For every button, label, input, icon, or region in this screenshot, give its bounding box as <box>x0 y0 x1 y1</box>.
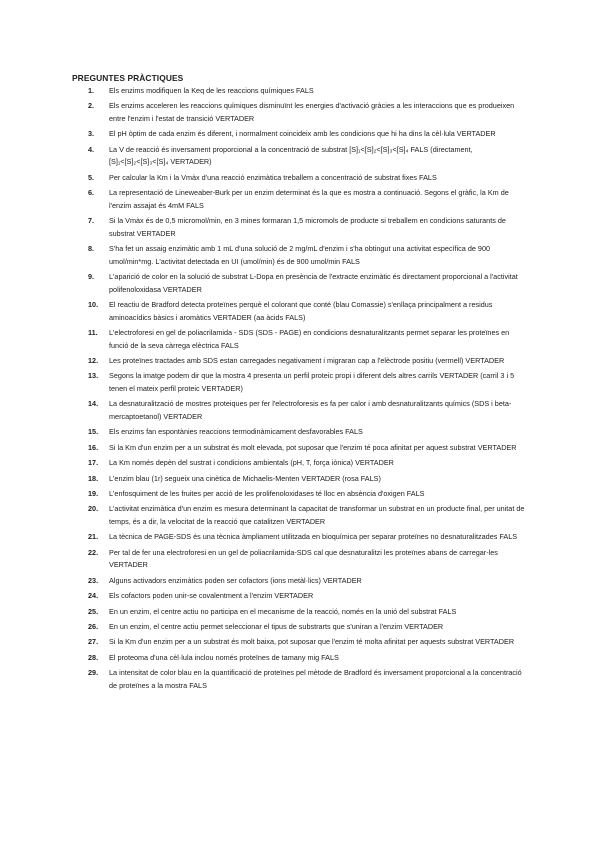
question-number: 19. <box>88 488 99 498</box>
question-item <box>0 547 525 572</box>
question-text: En un enzim, el centre actiu permet seleccionar el tipus de substrarts que s'uniran a l'enzim VERTADER <box>109 621 444 631</box>
question-text: El reactiu de Bradford detecta proteïnes perquè el colorant que conté (blau Comassie) s'enllaça principalment a residus aminoacídics bàsics i aromàtics VERTADER (aa àcids FALS) <box>109 300 493 322</box>
question-text: L'electroforesi en gel de poliacrilamida - SDS (SDS - PAGE) en condicions desnaturalitzants permet separar les proteïnes en funció de la seva càrrega elèctrica FALS <box>109 328 510 350</box>
question-number: 18. <box>88 473 99 483</box>
question-item <box>0 398 525 423</box>
question-text: L'enzim blau (1r) segueix una cinètica de Michaelis-Menten VERTADER (rosa FALS) <box>109 473 381 483</box>
question-text: S'ha fet un assaig enzimàtic amb 1 mL d'una solució de 2 mg/mL d'enzim i s'ha obtingut una activitat específica de 900 umol/min*mg. L'activitat detectada en UI (umol/min) és de 900 umol/min FALS <box>109 244 491 266</box>
question-item <box>0 621 525 634</box>
question-text: La intensitat de color blau en la quantificació de proteïnes pel mètode de Bradford és inversament proporcional a la concentració de proteïnes a la mostra FALS <box>109 668 522 690</box>
question-item <box>0 667 525 692</box>
question-list <box>0 85 525 695</box>
question-number: 27. <box>88 637 99 647</box>
question-number: 22. <box>88 547 99 557</box>
question-item <box>0 503 525 528</box>
question-number: 29. <box>88 668 99 678</box>
question-number: 28. <box>88 652 99 662</box>
question-number: 20. <box>88 504 99 514</box>
question-text: El proteoma d'una cèl·lula inclou només proteïnes de tamany mig FALS <box>109 652 339 662</box>
question-item <box>0 531 525 544</box>
question-item <box>0 100 525 125</box>
question-item <box>0 457 525 470</box>
question-text: Els cofactors poden unir-se covalentment a l'enzim VERTADER <box>109 591 314 601</box>
question-number: 13. <box>88 371 99 381</box>
question-item <box>0 606 525 619</box>
question-text: La V de reacció és inversament proporcional a la concentració de substrat [S]₁<[S]₂<[S]₃<[S]₄ FALS (directament, [S]₁<[S]₂<[S]₃<[S]₄ VERTADER) <box>109 144 473 167</box>
question-text: La Km només depèn del sustrat i condicions ambientals (pH, T, força iònica) VERTADER <box>109 458 394 468</box>
question-number: 2. <box>88 101 95 111</box>
question-item <box>0 636 525 649</box>
question-number: 3. <box>88 129 95 139</box>
question-text: Per tal de fer una electroforesi en un gel de poliacrilamida-SDS cal que desnaturalitzi les proteïnes abans de carregar-les VERTADER <box>109 547 498 570</box>
question-item <box>0 652 525 665</box>
question-text: L'enfosquiment de les fruites per acció de les prolifenoloxidases té lloc en absència d'oxigen FALS <box>109 488 425 498</box>
question-item <box>0 442 525 455</box>
question-number: 14. <box>88 399 99 409</box>
question-item <box>0 299 525 324</box>
question-number: 8. <box>88 244 95 254</box>
question-text: Si la Km d'un enzim per a un substrat és molt elevada, pot suposar que l'enzim té poca afinitat per aquest substrat VERTADER <box>109 442 517 452</box>
question-number: 16. <box>88 442 99 452</box>
question-text: La representació de Lineweaber-Burk per un enzim determinat és la que es mostra a continuació. Segons el gràfic, la Km de l'enzim assajat és 4mM FALS <box>109 188 509 210</box>
question-text: L'aparició de color en la solució de substrat L-Dopa en presència de l'extracte enzimàtic és directament proporcional a l'activitat polifenoloxidasa VERTADER <box>109 272 518 294</box>
question-number: 7. <box>88 216 95 226</box>
question-text: Si la Vmàx és de 0,5 micromol/min, en 3 mines formaran 1,5 micromols de producte si treballem en condicions saturants de substrat VERTADER <box>109 216 506 238</box>
question-text: Segons la imatge podem dir que la mostra 4 presenta un perfil proteic propi i diferent dels altres carrils VERTADER (carril 3 i 5 tenen el mateix perfil proteic VERTADER) <box>109 371 515 394</box>
question-text: Les proteïnes tractades amb SDS estan carregades negativament i migraran cap a l'elèctrode positiu (vermell) VERTADER <box>109 356 505 366</box>
question-item <box>0 128 525 141</box>
question-number: 21. <box>88 532 99 542</box>
question-number: 12. <box>88 356 99 366</box>
question-item <box>0 488 525 501</box>
question-item <box>0 187 525 212</box>
question-item <box>0 172 525 185</box>
question-number: 6. <box>88 188 95 198</box>
question-text: La tècnica de PAGE-SDS és una tècnica àmpliament utilitzada en bioquímica per separar proteïnes no desnaturalitzades FALS <box>109 532 518 542</box>
question-text: Si la Km d'un enzim per a un substrat és molt baixa, pot suposar que l'enzim té molta afinitat per aquests substrat VERTADER <box>109 637 515 647</box>
question-number: 17. <box>88 458 99 468</box>
question-item <box>0 473 525 486</box>
question-item <box>0 85 525 98</box>
question-number: 9. <box>88 272 95 282</box>
question-item <box>0 215 525 240</box>
question-number: 4. <box>88 144 95 154</box>
question-number: 26. <box>88 621 99 631</box>
question-text: La desnaturalització de mostres proteiques per fer l'electroforesis es fa per calor i amb desnaturalitzants químics (SDS i beta-mercaptoetanol) VERTADER <box>109 399 512 422</box>
page-title: PREGUNTES PRÀCTIQUES <box>72 73 184 83</box>
question-item <box>0 575 525 588</box>
question-text: El pH òptim de cada enzim és diferent, i normalment coincideix amb les condicions que hi ha dins la cèl·lula VERTADER <box>109 129 496 139</box>
question-number: 10. <box>88 300 99 310</box>
question-item <box>0 355 525 368</box>
question-text: Per calcular la Km i la Vmàx d'una reacció enzimàtica treballem a concentració de substrat fixes FALS <box>109 172 437 182</box>
question-item <box>0 271 525 296</box>
question-number: 1. <box>88 86 95 95</box>
question-number: 15. <box>88 427 99 437</box>
question-number: 25. <box>88 606 99 616</box>
question-number: 24. <box>88 591 99 601</box>
question-text: Els enzims fan espontànies reaccions termodinàmicament desfavorables FALS <box>109 427 363 437</box>
question-item <box>0 243 525 268</box>
question-number: 11. <box>88 328 98 338</box>
question-text: Alguns activadors enzimàtics poden ser cofactors (ions metàl·lics) VERTADER <box>109 575 362 585</box>
question-number: 5. <box>88 172 95 182</box>
question-text: Els enzims acceleren les reaccions químiques disminuïnt les energies d'activació gràcies a les interaccions que es produeixen entre l'enzim i l'estat de transició VERTADER <box>109 101 515 123</box>
question-item <box>0 370 525 395</box>
question-text: En un enzim, el centre actiu no participa en el mecanisme de la reacció, només en la unió del substrat FALS <box>109 606 457 616</box>
question-number: 23. <box>88 575 99 585</box>
question-text: Els enzims modifiquen la Keq de les reaccions químiques FALS <box>109 86 314 95</box>
question-item <box>0 327 525 352</box>
question-text: L'activitat enzimàtica d'un enzim es mesura determinant la capacitat de transformar un substrat en un producte final, per unitat de temps, és a dir, la velocitat de la reacció que catalitzen VERTADER <box>109 504 525 526</box>
question-item <box>0 590 525 603</box>
question-item <box>0 144 525 169</box>
question-item <box>0 426 525 439</box>
